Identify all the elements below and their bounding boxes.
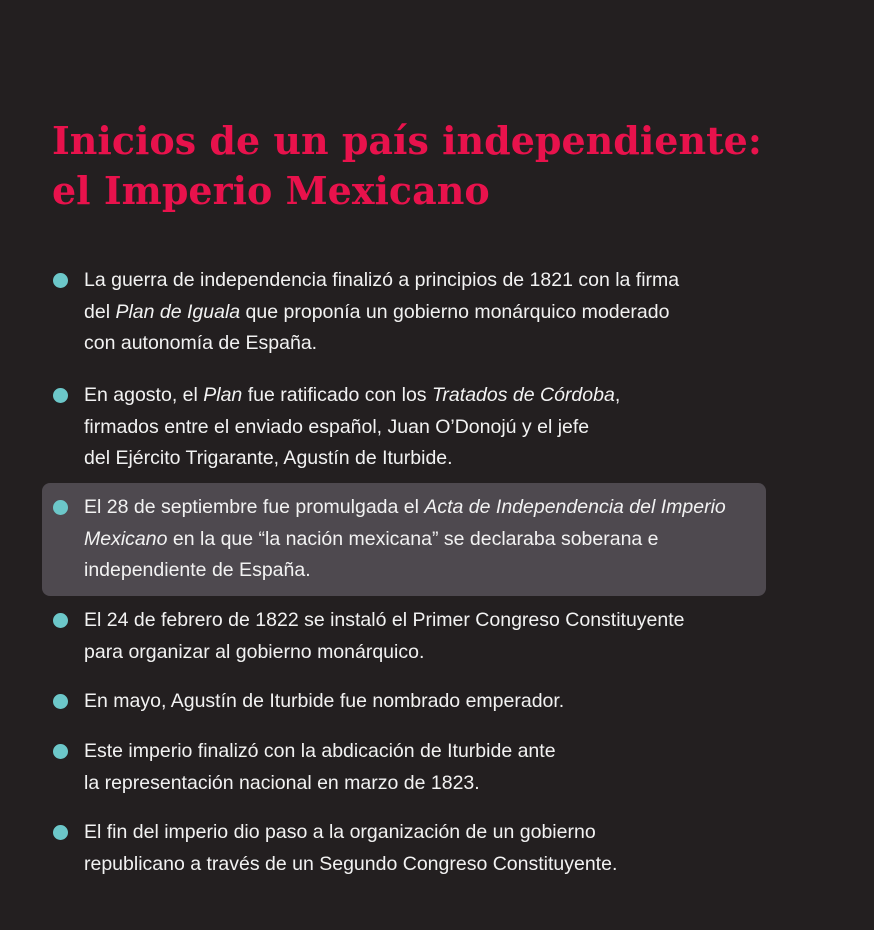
bullet-dot-icon [53, 273, 68, 288]
text-line [84, 849, 774, 881]
list-item [42, 483, 766, 596]
text-line [84, 605, 774, 637]
text-line [84, 736, 774, 768]
text-segment: republicano a través de un Segundo Congreso Constituyente. [84, 852, 618, 875]
title-line-2: el Imperio Mexicano [52, 168, 490, 213]
text-line [84, 637, 774, 669]
italic-title-text: Plan de Iguala [115, 300, 241, 323]
text-line [84, 443, 774, 475]
bullet-dot-icon [53, 388, 68, 403]
italic-title-text: Tratados de Córdoba [431, 384, 615, 406]
text-segment: que proponía un gobierno monárquico moderado [240, 300, 670, 323]
text-line [84, 555, 774, 587]
italic-title-text: Mexicano [84, 527, 168, 550]
bullet-dot-icon [53, 694, 68, 709]
list-item-text [84, 492, 774, 587]
text-segment: Este imperio finalizó con la abdicación de Iturbide ante [84, 740, 556, 762]
text-segment: En mayo, Agustín de Iturbide fue nombrado emperador. [84, 690, 565, 712]
text-segment: La guerra de independencia finalizó a principios de 1821 con la firma [84, 269, 680, 291]
text-segment: del [84, 300, 116, 323]
list-item-text [84, 736, 774, 799]
text-line [84, 380, 774, 412]
text-segment: El 24 de febrero de 1822 se instaló el Primer Congreso Constituyente [84, 609, 685, 631]
text-segment: fue ratificado con los [242, 384, 432, 406]
text-segment: En agosto, el [84, 384, 204, 406]
text-line [84, 492, 774, 524]
text-line [84, 297, 774, 329]
list-item-text [84, 817, 774, 880]
text-segment: independiente de España. [84, 559, 311, 581]
text-line [84, 768, 774, 800]
text-line [84, 524, 774, 556]
text-segment: con autonomía de España. [84, 332, 318, 354]
text-line [84, 265, 774, 297]
bullet-dot-icon [53, 613, 68, 628]
list-item-text [84, 380, 774, 475]
list-item-text [84, 605, 774, 668]
text-segment: , [614, 384, 621, 406]
text-segment: del Ejército Trigarante, Agustín de Iturbide. [84, 447, 453, 469]
text-segment: El fin del imperio dio paso a la organización de un gobierno [84, 821, 596, 843]
bullet-dot-icon [53, 500, 68, 515]
text-segment: firmados entre el enviado español, Juan O’Donojú y el jefe [84, 415, 590, 438]
text-line [84, 328, 774, 360]
list-item-text [84, 265, 774, 360]
text-segment: la representación nacional en marzo de 1823. [84, 771, 480, 794]
italic-title-text: Plan [203, 384, 243, 406]
list-item-text [84, 686, 774, 718]
title-line-1: Inicios de un país independiente: [52, 118, 762, 163]
bullet-dot-icon [53, 825, 68, 840]
bullet-dot-icon [53, 744, 68, 759]
text-segment: El 28 de septiembre fue promulgada el [84, 496, 425, 518]
text-line [84, 817, 774, 849]
text-segment: para organizar al gobierno monárquico. [84, 640, 425, 663]
text-line [84, 686, 774, 718]
italic-title-text: Acta de Independencia del Imperio [424, 496, 726, 518]
text-line [84, 412, 774, 444]
text-segment: en la que “la nación mexicana” se declaraba soberana e [167, 527, 659, 550]
